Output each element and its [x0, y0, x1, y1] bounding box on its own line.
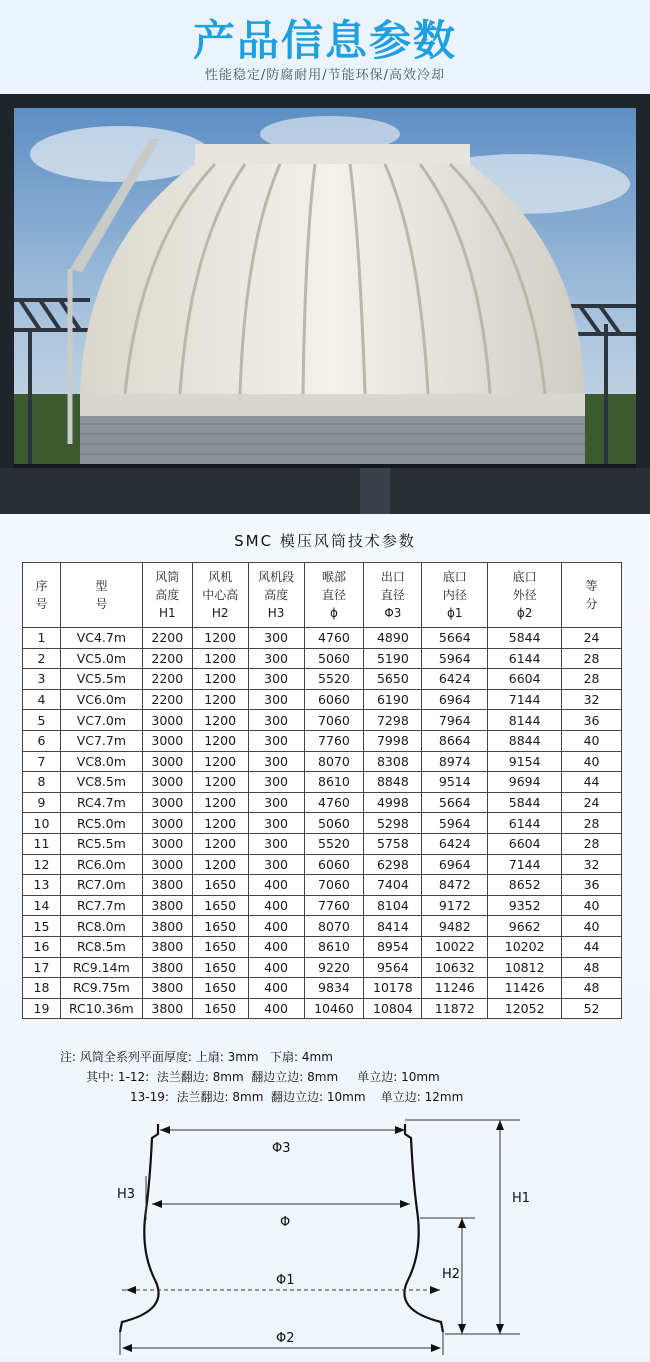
table-cell: RC6.0m	[60, 854, 142, 875]
column-header-line: 型	[95, 579, 108, 593]
table-cell: 5844	[488, 628, 562, 649]
table-cell: 24	[562, 792, 622, 813]
column-header	[248, 563, 304, 628]
table-cell: 7998	[364, 730, 422, 751]
table-title: SMC 模压风筒技术参数	[234, 532, 416, 550]
column-header-line: 喉部	[321, 570, 346, 584]
table-cell: 6144	[488, 813, 562, 834]
table-cell: 40	[562, 751, 622, 772]
table-cell: 8610	[304, 936, 364, 957]
table-cell: 1200	[192, 669, 248, 690]
note-line-1: 注: 风筒全系列平面厚度: 上扇: 3mm 下扇: 4mm	[60, 1050, 333, 1064]
table-cell: 28	[562, 669, 622, 690]
table-cell: 1200	[192, 730, 248, 751]
table-cell: 5298	[364, 813, 422, 834]
table-cell: 300	[248, 730, 304, 751]
table-cell: 1200	[192, 833, 248, 854]
table-cell: 300	[248, 710, 304, 731]
table-cell: 13	[23, 875, 61, 896]
column-header-line: H3	[267, 606, 285, 620]
column-header-line: 直径	[380, 588, 405, 602]
table-cell: 300	[248, 628, 304, 649]
table-cell: RC8.5m	[60, 936, 142, 957]
table-cell: 16	[23, 936, 61, 957]
page-title: 产品信息参数	[192, 16, 457, 65]
label-h1: H1	[512, 1191, 531, 1206]
table-cell: 52	[562, 998, 622, 1019]
table-cell: 2200	[142, 628, 192, 649]
table-cell: 9352	[488, 895, 562, 916]
table-cell: 300	[248, 751, 304, 772]
page-subtitle: 性能稳定/防腐耐用/节能环保/高效冷却	[204, 68, 446, 83]
table-cell: 1200	[192, 689, 248, 710]
column-header-line: 分	[585, 597, 598, 611]
table-row	[23, 895, 622, 916]
table-row	[23, 936, 622, 957]
table-cell: 9694	[488, 772, 562, 793]
table-cell: 3800	[142, 978, 192, 999]
table-cell: VC8.0m	[60, 751, 142, 772]
table-cell: 1200	[192, 854, 248, 875]
table-cell: 1200	[192, 710, 248, 731]
table-cell: 14	[23, 895, 61, 916]
table-cell: 1650	[192, 978, 248, 999]
table-cell: 7298	[364, 710, 422, 731]
spec-table	[22, 562, 622, 1019]
table-cell: 8844	[488, 730, 562, 751]
table-cell: 5060	[304, 648, 364, 669]
table-cell: 1200	[192, 792, 248, 813]
label-h2: H2	[442, 1267, 461, 1282]
table-cell: 300	[248, 792, 304, 813]
column-header-line: ϕ2	[516, 606, 533, 620]
column-header	[192, 563, 248, 628]
table-cell: 40	[562, 916, 622, 937]
table-row	[23, 772, 622, 793]
column-header-line: 底口	[512, 570, 537, 584]
table-cell: 32	[562, 689, 622, 710]
table-cell: 9834	[304, 978, 364, 999]
table-cell: 6604	[488, 833, 562, 854]
table-cell: 300	[248, 689, 304, 710]
label-h3: H3	[117, 1187, 136, 1202]
table-cell: 18	[23, 978, 61, 999]
table-cell: 5520	[304, 833, 364, 854]
right-profile-curve	[404, 1124, 443, 1332]
table-cell: 9662	[488, 916, 562, 937]
table-cell: 3	[23, 669, 61, 690]
column-header-line: 高度	[264, 588, 289, 602]
label-phi2: Φ2	[276, 1331, 295, 1346]
table-cell: 48	[562, 957, 622, 978]
table-row	[23, 751, 622, 772]
table-cell: 9220	[304, 957, 364, 978]
table-cell: 3800	[142, 998, 192, 1019]
table-cell: 3800	[142, 916, 192, 937]
table-cell: 3000	[142, 730, 192, 751]
table-cell: 8974	[422, 751, 488, 772]
table-row	[23, 875, 622, 896]
table-cell: 4890	[364, 628, 422, 649]
table-cell: 10632	[422, 957, 488, 978]
table-cell: 3000	[142, 792, 192, 813]
column-header-line: 出口	[380, 570, 405, 584]
table-cell: 3000	[142, 772, 192, 793]
table-row	[23, 854, 622, 875]
table-cell: 1200	[192, 772, 248, 793]
label-phi3: Φ3	[272, 1141, 291, 1156]
table-cell: 7144	[488, 854, 562, 875]
table-cell: 8070	[304, 916, 364, 937]
column-header-line: 底口	[442, 570, 467, 584]
table-cell: 6	[23, 730, 61, 751]
column-header	[488, 563, 562, 628]
table-cell: 10	[23, 813, 61, 834]
table-cell: 2	[23, 648, 61, 669]
column-header-line: 序	[35, 579, 48, 593]
table-row	[23, 710, 622, 731]
note-line-3: 13-19: 法兰翻边: 8mm 翻边立边: 10mm 单立边: 12mm	[130, 1090, 464, 1104]
column-header	[304, 563, 364, 628]
column-header-line: 等	[585, 579, 598, 593]
table-cell: 28	[562, 648, 622, 669]
table-cell: RC7.0m	[60, 875, 142, 896]
table-cell: 6144	[488, 648, 562, 669]
column-header-line: 风机段	[258, 570, 295, 584]
table-cell: 4998	[364, 792, 422, 813]
table-row	[23, 998, 622, 1019]
table-cell: 6060	[304, 689, 364, 710]
table-cell: 6190	[364, 689, 422, 710]
table-cell: RC8.0m	[60, 916, 142, 937]
table-cell: 36	[562, 875, 622, 896]
table-cell: VC7.7m	[60, 730, 142, 751]
table-cell: 3000	[142, 833, 192, 854]
table-cell: 8848	[364, 772, 422, 793]
table-cell: 400	[248, 916, 304, 937]
table-cell: 5060	[304, 813, 364, 834]
table-cell: RC5.0m	[60, 813, 142, 834]
table-cell: 11246	[422, 978, 488, 999]
column-header-line: 号	[95, 597, 108, 611]
table-cell: RC4.7m	[60, 792, 142, 813]
table-row	[23, 792, 622, 813]
table-cell: 5964	[422, 813, 488, 834]
table-cell: 6424	[422, 669, 488, 690]
table-row	[23, 916, 622, 937]
table-cell: 44	[562, 772, 622, 793]
table-cell: 1	[23, 628, 61, 649]
table-cell: 8	[23, 772, 61, 793]
table-cell: 1650	[192, 936, 248, 957]
column-header	[422, 563, 488, 628]
column-header-line: 高度	[155, 588, 180, 602]
table-cell: 3000	[142, 854, 192, 875]
table-cell: 8664	[422, 730, 488, 751]
column-header-line: Φ3	[384, 606, 402, 620]
table-cell: 10178	[364, 978, 422, 999]
column-header-line: 外径	[512, 588, 537, 602]
table-cell: 6604	[488, 669, 562, 690]
table-cell: 3000	[142, 813, 192, 834]
table-cell: 3800	[142, 875, 192, 896]
column-header	[364, 563, 422, 628]
table-cell: 8308	[364, 751, 422, 772]
table-cell: 5664	[422, 792, 488, 813]
table-cell: 1200	[192, 648, 248, 669]
table-cell: 6964	[422, 854, 488, 875]
table-cell: 11872	[422, 998, 488, 1019]
table-row	[23, 833, 622, 854]
table-cell: 5844	[488, 792, 562, 813]
table-cell: 300	[248, 669, 304, 690]
table-cell: RC7.7m	[60, 895, 142, 916]
column-header-line: H1	[158, 606, 176, 620]
table-cell: 10022	[422, 936, 488, 957]
table-cell: 6060	[304, 854, 364, 875]
table-cell: 7060	[304, 710, 364, 731]
table-row	[23, 978, 622, 999]
table-cell: 3800	[142, 936, 192, 957]
table-cell: 7760	[304, 895, 364, 916]
table-cell: 8144	[488, 710, 562, 731]
table-cell: RC9.75m	[60, 978, 142, 999]
table-cell: 48	[562, 978, 622, 999]
table-header-row	[23, 563, 622, 628]
table-cell: 1200	[192, 628, 248, 649]
table-cell: 10804	[364, 998, 422, 1019]
table-cell: 9172	[422, 895, 488, 916]
table-cell: 36	[562, 710, 622, 731]
column-header-line: 风筒	[155, 570, 180, 584]
table-cell: 44	[562, 936, 622, 957]
column-header	[562, 563, 622, 628]
table-cell: 7964	[422, 710, 488, 731]
table-cell: VC8.5m	[60, 772, 142, 793]
column-header-line: ϕ	[330, 606, 338, 620]
column-header-line: ϕ1	[447, 606, 463, 620]
table-cell: 6298	[364, 854, 422, 875]
table-cell: 10202	[488, 936, 562, 957]
column-header-line: 中心高	[202, 588, 239, 602]
table-cell: 7144	[488, 689, 562, 710]
table-cell: 4760	[304, 792, 364, 813]
column-header-line: H2	[211, 606, 229, 620]
table-cell: 8414	[364, 916, 422, 937]
table-cell: VC4.7m	[60, 628, 142, 649]
table-cell: 5520	[304, 669, 364, 690]
table-row	[23, 669, 622, 690]
table-cell: 3800	[142, 957, 192, 978]
column-header	[23, 563, 61, 628]
column-header-line: 号	[35, 597, 48, 611]
table-cell: 400	[248, 936, 304, 957]
table-cell: 11	[23, 833, 61, 854]
table-cell: 1200	[192, 813, 248, 834]
column-header	[142, 563, 192, 628]
table-cell: 8472	[422, 875, 488, 896]
table-cell: 6424	[422, 833, 488, 854]
table-cell: 28	[562, 833, 622, 854]
table-cell: 1650	[192, 916, 248, 937]
table-cell: 3000	[142, 710, 192, 731]
table-cell: 2200	[142, 648, 192, 669]
table-cell: 1650	[192, 895, 248, 916]
label-phi: Φ	[280, 1215, 291, 1230]
table-cell: 5190	[364, 648, 422, 669]
table-cell: 8610	[304, 772, 364, 793]
cooling-tower-photo-illustration	[0, 94, 650, 514]
table-cell: 300	[248, 813, 304, 834]
table-cell: RC5.5m	[60, 833, 142, 854]
table-cell: VC5.0m	[60, 648, 142, 669]
table-cell: 10812	[488, 957, 562, 978]
table-cell: 3000	[142, 751, 192, 772]
table-cell: 8070	[304, 751, 364, 772]
table-cell: 400	[248, 895, 304, 916]
table-cell: 7	[23, 751, 61, 772]
table-cell: 5758	[364, 833, 422, 854]
table-cell: 8954	[364, 936, 422, 957]
left-profile-curve	[120, 1124, 159, 1332]
table-cell: 8104	[364, 895, 422, 916]
table-row	[23, 957, 622, 978]
table-cell: 7760	[304, 730, 364, 751]
table-cell: 28	[562, 813, 622, 834]
table-cell: 7060	[304, 875, 364, 896]
table-cell: 3800	[142, 895, 192, 916]
table-cell: 11426	[488, 978, 562, 999]
table-cell: 4760	[304, 628, 364, 649]
table-cell: VC6.0m	[60, 689, 142, 710]
table-cell: 5650	[364, 669, 422, 690]
table-cell: 400	[248, 978, 304, 999]
column-header-line: 内径	[442, 588, 467, 602]
table-cell: 300	[248, 648, 304, 669]
table-row	[23, 813, 622, 834]
table-row	[23, 628, 622, 649]
table-cell: 5664	[422, 628, 488, 649]
table-cell: 9514	[422, 772, 488, 793]
table-cell: 300	[248, 854, 304, 875]
table-row	[23, 689, 622, 710]
table-cell: 1650	[192, 998, 248, 1019]
table-cell: 24	[562, 628, 622, 649]
column-header-line: 直径	[321, 588, 346, 602]
cooling-tower-photo	[0, 94, 650, 514]
table-cell: 400	[248, 957, 304, 978]
column-header	[60, 563, 142, 628]
table-cell: 1650	[192, 957, 248, 978]
table-cell: 400	[248, 998, 304, 1019]
table-cell: 6964	[422, 689, 488, 710]
table-cell: 40	[562, 730, 622, 751]
table-cell: 5964	[422, 648, 488, 669]
table-cell: 19	[23, 998, 61, 1019]
table-cell: RC9.14m	[60, 957, 142, 978]
table-cell: 1200	[192, 751, 248, 772]
dimension-diagram	[0, 1110, 650, 1358]
table-cell: 10460	[304, 998, 364, 1019]
table-cell: 15	[23, 916, 61, 937]
table-cell: 4	[23, 689, 61, 710]
table-cell: 9	[23, 792, 61, 813]
note-line-2: 其中: 1-12: 法兰翻边: 8mm 翻边立边: 8mm 单立边: 10mm	[86, 1070, 440, 1084]
table-cell: 300	[248, 772, 304, 793]
table-cell: 8652	[488, 875, 562, 896]
table-cell: VC7.0m	[60, 710, 142, 731]
label-phi1: Φ1	[276, 1273, 295, 1288]
table-cell: 9482	[422, 916, 488, 937]
table-cell: 7404	[364, 875, 422, 896]
table-cell: RC10.36m	[60, 998, 142, 1019]
column-header-line: 风机	[208, 570, 233, 584]
table-cell: 5	[23, 710, 61, 731]
table-cell: 2200	[142, 689, 192, 710]
table-cell: 400	[248, 875, 304, 896]
table-cell: 9564	[364, 957, 422, 978]
table-cell: 17	[23, 957, 61, 978]
table-cell: 300	[248, 833, 304, 854]
table-cell: 12052	[488, 998, 562, 1019]
table-cell: VC5.5m	[60, 669, 142, 690]
table-cell: 2200	[142, 669, 192, 690]
table-cell: 32	[562, 854, 622, 875]
table-row	[23, 648, 622, 669]
table-cell: 1650	[192, 875, 248, 896]
table-cell: 12	[23, 854, 61, 875]
table-cell: 40	[562, 895, 622, 916]
table-row	[23, 730, 622, 751]
table-cell: 9154	[488, 751, 562, 772]
